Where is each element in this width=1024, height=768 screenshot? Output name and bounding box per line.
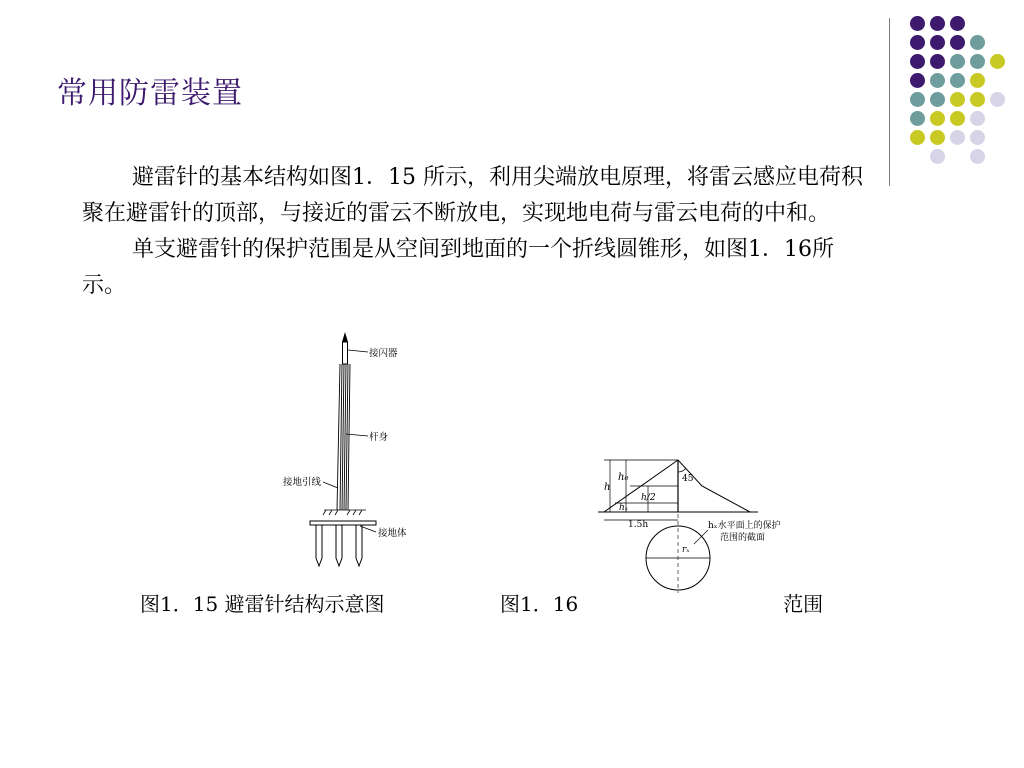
- decor-dot: [910, 16, 925, 31]
- label-receptor: 接闪器: [369, 348, 398, 359]
- decor-dot: [970, 130, 985, 145]
- dimension-lines: [604, 460, 678, 520]
- decor-dot: [930, 73, 945, 88]
- decor-dot: [970, 35, 985, 50]
- decor-dot: [930, 111, 945, 126]
- decor-dot: [950, 54, 965, 69]
- label-h-half: h/2: [641, 493, 656, 503]
- decor-dot: [970, 54, 985, 69]
- decor-dot: [930, 54, 945, 69]
- decor-dot: [910, 35, 925, 50]
- decor-dot: [950, 35, 965, 50]
- decor-dot: [910, 92, 925, 107]
- decor-dot: [910, 130, 925, 145]
- decor-dot: [970, 73, 985, 88]
- decor-dot: [910, 73, 925, 88]
- label-section-line2: 范围的截面: [720, 533, 766, 543]
- decor-dot: [990, 54, 1005, 69]
- decor-dot: [910, 111, 925, 126]
- angle-arc: [678, 468, 686, 472]
- vertical-divider: [889, 18, 890, 186]
- decor-dot: [950, 111, 965, 126]
- label-angle: 45: [682, 474, 694, 484]
- ground-spikes: [316, 525, 362, 566]
- decor-dot: [910, 54, 925, 69]
- decor-dot: [990, 92, 1005, 107]
- decor-dot: [970, 111, 985, 126]
- decor-dot: [950, 130, 965, 145]
- figure2-caption-end: 范围: [783, 592, 824, 616]
- lightning-rod-diagram: [278, 330, 438, 575]
- label-h0: h₀: [618, 472, 629, 483]
- decor-dot: [970, 92, 985, 107]
- decor-dot: [930, 16, 945, 31]
- decor-dot: [950, 16, 965, 31]
- caption-occlusion: [578, 593, 783, 619]
- decor-dot: [970, 149, 985, 164]
- receptor: [343, 342, 348, 364]
- figure1-caption: 图1．15 避雷针结构示意图: [140, 592, 385, 616]
- ground-surface: [323, 510, 366, 515]
- leader-down-conductor: [323, 482, 338, 488]
- decor-dot: [950, 73, 965, 88]
- decorative-dot-grid: [905, 10, 1017, 170]
- decor-dot: [950, 92, 965, 107]
- leader-receptor: [348, 350, 368, 352]
- ground-plate: [310, 521, 376, 525]
- slide-title: 常用防雷装置: [57, 76, 243, 111]
- label-base: 1.5h: [628, 520, 649, 530]
- rod-body: [337, 364, 350, 510]
- decor-dot: [930, 35, 945, 50]
- decor-dot: [930, 130, 945, 145]
- label-rod: 杆身: [369, 432, 389, 443]
- paragraph-protection-range: 单支避雷针的保护范围是从空间到地面的一个折线圆锥形，如图1．16所示。: [82, 237, 834, 298]
- figure2-caption-start: 图1．16: [500, 592, 579, 616]
- slide-body: [82, 160, 872, 304]
- paragraph-rod-structure: 避雷针的基本结构如图1．15 所示，利用尖端放电原理，将雷云感应电荷积聚在避雷针的顶部，与接近的雷云不断放电，实现地电荷与雷云电荷的中和。: [82, 165, 863, 226]
- decor-dot: [930, 149, 945, 164]
- label-rx: rₓ: [682, 545, 690, 555]
- label-down-conductor: 接地引线: [283, 477, 322, 488]
- protection-range-diagram: [590, 448, 820, 593]
- figure2-caption: [500, 588, 840, 619]
- label-h: h: [604, 482, 611, 493]
- label-ground-body: 接地体: [378, 528, 407, 539]
- label-section-line1: hₓ水平面上的保护: [708, 521, 781, 531]
- decor-dot: [930, 92, 945, 107]
- label-hx: hₓ: [619, 503, 628, 513]
- receptor-tip: [342, 332, 348, 342]
